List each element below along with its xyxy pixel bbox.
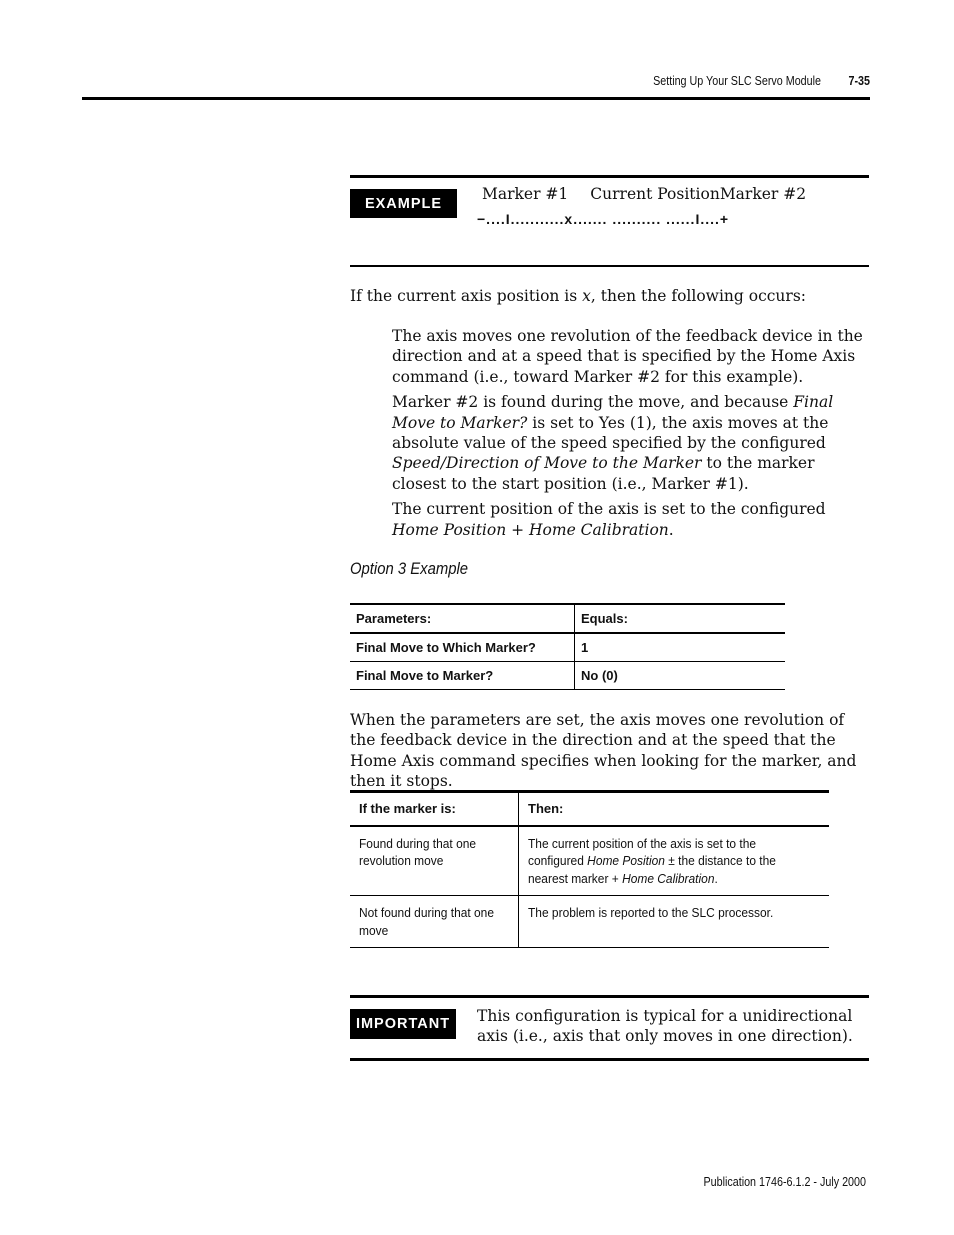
table-header-row xyxy=(350,604,785,633)
intro-text-end: , then the following occurs: xyxy=(590,287,806,305)
step-2-text: Marker #2 is found during the move, and because xyxy=(392,393,794,412)
example-badge: EXAMPLE xyxy=(350,189,457,218)
marker2-label: Marker #2 xyxy=(719,185,807,203)
step-3-param: Home Position + Home Calibration xyxy=(392,520,669,539)
example-marker-labels xyxy=(482,185,828,203)
header-rule xyxy=(82,97,870,100)
important-badge: IMPORTANT xyxy=(350,1009,456,1039)
marker1-label: Marker #1 xyxy=(482,185,569,203)
intro-text: If the current axis position is xyxy=(350,287,583,305)
table-row xyxy=(350,826,829,896)
example-bottom-rule xyxy=(350,265,869,267)
table-cell xyxy=(350,896,519,948)
cell-text: Not found during that one move xyxy=(359,905,494,938)
cell-text-part: . xyxy=(714,870,718,886)
step-2-text-2: is set to Yes (1), the axis moves at the absolute value of the speed specified by the configured xyxy=(392,413,829,453)
table-cell xyxy=(519,826,830,896)
table-cell: Final Move to Marker? xyxy=(350,662,575,690)
table-cell: No (0) xyxy=(575,662,786,690)
table-header-row xyxy=(350,792,829,826)
parameters-table xyxy=(350,603,785,690)
header-cell: Equals: xyxy=(575,604,786,633)
marker-result-table xyxy=(350,790,829,948)
cell-text xyxy=(528,835,797,888)
important-top-rule xyxy=(350,995,869,998)
cell-text-part: The current position of the axis is set to the configured xyxy=(528,835,757,868)
intro-paragraph xyxy=(350,286,870,306)
intro-variable: x xyxy=(582,287,591,305)
header-cell: Parameters: xyxy=(350,604,575,633)
step-list xyxy=(392,326,870,545)
table-caption: Option 3 Example xyxy=(350,560,469,578)
cell-text: The problem is reported to the SLC processor. xyxy=(528,905,774,920)
step-3-text: The current position of the axis is set to the configured xyxy=(392,500,826,519)
table-row xyxy=(350,633,785,662)
table-cell xyxy=(519,896,830,948)
table-cell: 1 xyxy=(575,633,786,662)
example-top-rule xyxy=(350,175,869,178)
current-position-label: Current Position xyxy=(590,185,720,203)
step-3 xyxy=(392,499,870,540)
step-2-text-3: to the marker closest to the start position (i.e., Marker #1). xyxy=(392,454,815,493)
cell-param: Home Position xyxy=(587,853,665,868)
step-3-period: . xyxy=(668,520,674,539)
table-row xyxy=(350,662,785,690)
step-2 xyxy=(392,392,870,494)
cell-param: Home Calibration xyxy=(622,870,715,886)
page-number: 7-35 xyxy=(848,74,870,88)
step-1: The axis moves one revolution of the feedback device in the direction and at a speed that is specified by the Home Axis command (i.e., toward Marker #2 for this example). xyxy=(392,327,863,386)
after-parameters-paragraph: When the parameters are set, the axis moves one revolution of the feedback device in the direction and at the speed that the Home Axis command specifies when looking for the marker, and then it stops. xyxy=(350,711,857,791)
step-2-param-2: Speed/Direction of Move to the Marker xyxy=(392,454,702,473)
header-cell: If the marker is: xyxy=(350,792,519,826)
table-row xyxy=(350,896,829,948)
table-cell: Final Move to Which Marker? xyxy=(350,633,575,662)
header-cell: Then: xyxy=(519,792,830,826)
table-cell xyxy=(350,826,519,896)
important-text: This configuration is typical for a unidirectional axis (i.e., axis that only moves in one direction). xyxy=(477,1007,853,1046)
important-bottom-rule xyxy=(350,1058,869,1061)
step-2-param: Final Move to Marker? xyxy=(392,393,834,432)
running-header-title: Setting Up Your SLC Servo Module xyxy=(653,74,821,88)
publication-footer: Publication 1746-6.1.2 - July 2000 xyxy=(703,1175,866,1189)
cell-text: Found during that one revolution move xyxy=(359,835,477,868)
cell-text-part: ± the distance to the nearest marker + xyxy=(528,853,776,886)
example-axis-line: −....I...........x....... .......... ......I....+ xyxy=(477,211,730,227)
